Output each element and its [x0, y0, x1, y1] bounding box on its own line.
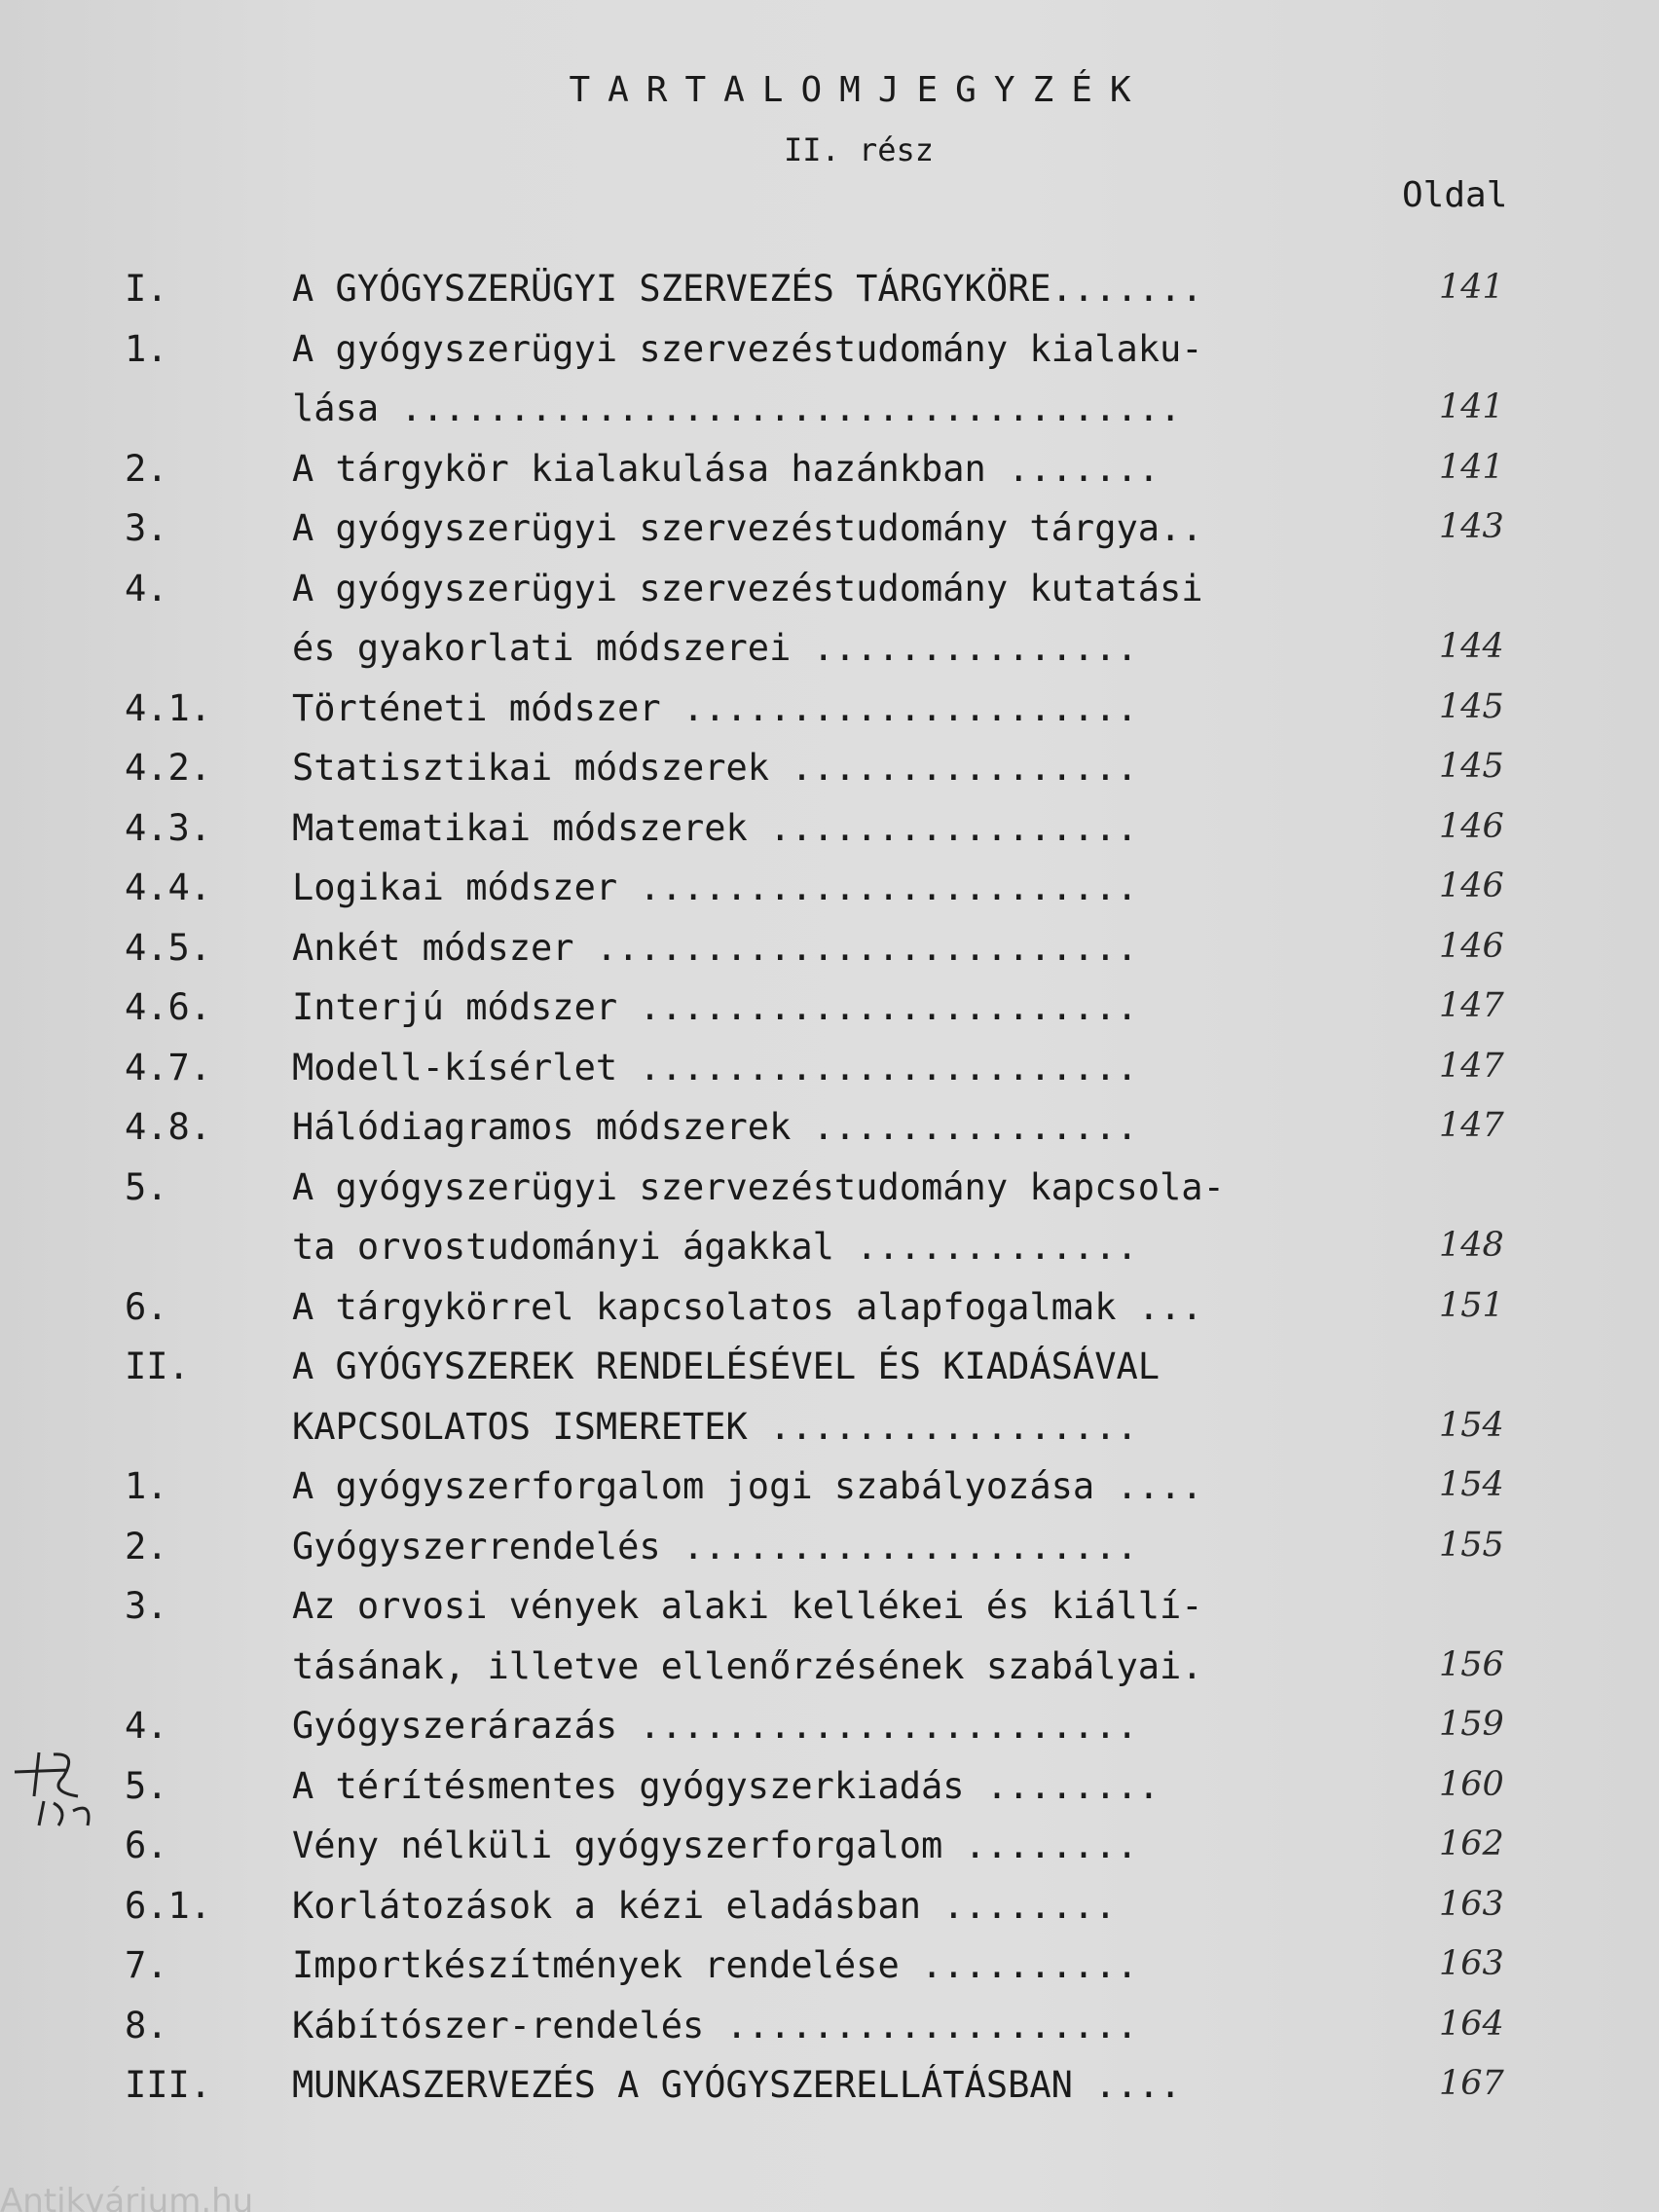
toc-number: 6. [125, 1285, 168, 1328]
toc-number: 8. [125, 2004, 168, 2046]
toc-number: 4.8. [125, 1106, 212, 1148]
toc-page-number: 154 [1439, 1465, 1504, 1504]
toc-number: 4.6. [125, 986, 212, 1028]
toc-number: 5. [125, 1165, 168, 1208]
toc-page-number: 160 [1439, 1764, 1504, 1804]
toc-entry-text: A GYÓGYSZERÜGYI SZERVEZÉS TÁRGYKÖRE....... [292, 268, 1203, 310]
toc-entry-text: MUNKASZERVEZÉS A GYÓGYSZERELLÁTÁSBAN .... [292, 2064, 1182, 2106]
toc-line [0, 1047, 1659, 1105]
toc-entry-text: Hálódiagramos módszerek ............... [292, 1106, 1138, 1148]
toc-page-number: 143 [1439, 507, 1504, 546]
toc-line [0, 1286, 1659, 1345]
handwritten-mark-icon [10, 1743, 136, 1830]
toc-line [0, 1825, 1659, 1883]
watermark: Antikvárium.hu [0, 2185, 254, 2212]
toc-page-number: 141 [1439, 447, 1504, 487]
toc-entry-text: lása .................................... [292, 387, 1182, 429]
toc-entry-text: A gyógyszerügyi szervezéstudomány kutatási [292, 567, 1203, 609]
toc-line [0, 986, 1659, 1045]
toc-number: 1. [125, 1465, 168, 1507]
toc-number: 7. [125, 1944, 168, 1986]
toc-page-number: 146 [1439, 866, 1504, 905]
toc-line [0, 866, 1659, 925]
toc-line [0, 1705, 1659, 1763]
toc-line [0, 2005, 1659, 2063]
toc-entry-text: Gyógyszerárazás ....................... [292, 1705, 1138, 1747]
toc-number: 4.1. [125, 686, 212, 729]
toc-page-number: 145 [1439, 747, 1504, 786]
toc-entry-text: Importkészítmények rendelése .......... [292, 1944, 1138, 1986]
toc-number: 4.4. [125, 866, 212, 908]
toc-number: 4.5. [125, 926, 212, 969]
toc-line [0, 1406, 1659, 1464]
toc-number: 4.3. [125, 806, 212, 849]
toc-line [0, 1944, 1659, 2003]
toc-line [0, 687, 1659, 746]
toc-entry-text: Korlátozások a kézi eladásban ........ [292, 1884, 1117, 1927]
toc-entry-text: Vény nélküli gyógyszerforgalom ........ [292, 1825, 1138, 1866]
toc-entry-text: tásának, illetve ellenőrzésének szabályai. [292, 1644, 1203, 1687]
toc-entry-text: Interjú módszer ....................... [292, 986, 1138, 1028]
toc-entry-text: Történeti módszer ..................... [292, 686, 1138, 729]
toc-number: 4.2. [125, 747, 212, 789]
toc-page-number: 155 [1439, 1525, 1504, 1565]
toc-page-number: 162 [1439, 1825, 1504, 1863]
toc-number: 5. [125, 1764, 168, 1807]
toc-page-number: 146 [1439, 926, 1504, 966]
toc-line [0, 1465, 1659, 1524]
toc-page-number: 163 [1439, 1944, 1504, 1983]
toc-line [0, 1765, 1659, 1824]
toc-number: III. [125, 2064, 212, 2106]
toc-number: 3. [125, 507, 168, 549]
toc-entry-text: ta orvostudományi ágakkal ............. [292, 1226, 1138, 1268]
toc-line [0, 2064, 1659, 2122]
toc-number: 6.1. [125, 1884, 212, 1927]
toc-number: 4. [125, 1705, 168, 1747]
toc-line [0, 1226, 1659, 1284]
toc-entry-text: A GYÓGYSZEREK RENDELÉSÉVEL ÉS KIADÁSÁVAL [292, 1346, 1161, 1387]
toc-line [0, 387, 1659, 446]
toc-line [0, 507, 1659, 566]
toc-entry-text: A gyógyszerügyi szervezéstudomány tárgya.. [292, 507, 1203, 549]
toc-page-number: 147 [1439, 1046, 1504, 1086]
toc-page-number: 156 [1439, 1644, 1504, 1684]
toc-entry-text: Ankét módszer ......................... [292, 926, 1138, 969]
toc-entry-text: Az orvosi vények alaki kellékei és kiállí- [292, 1585, 1203, 1627]
toc-entry-text: Kábítószer-rendelés ................... [292, 2004, 1138, 2046]
toc-number: II. [125, 1346, 190, 1387]
toc-number: 3. [125, 1585, 168, 1627]
toc-line [0, 1585, 1659, 1643]
toc-page-number: 151 [1439, 1285, 1504, 1325]
toc-entry-text: és gyakorlati módszerei ............... [292, 627, 1138, 669]
toc-entry-text: A gyógyszerforgalom jogi szabályozása .... [292, 1465, 1203, 1507]
toc-number: I. [125, 268, 168, 310]
toc-line [0, 927, 1659, 985]
toc-page-number: 164 [1439, 2004, 1504, 2044]
toc-page-number: 146 [1439, 806, 1504, 846]
page-subtitle: II. rész [783, 131, 935, 168]
toc-number: 6. [125, 1825, 168, 1866]
toc-line [0, 568, 1659, 626]
toc-entry-text: Logikai módszer ....................... [292, 866, 1138, 908]
toc-page-number: 163 [1439, 1884, 1504, 1924]
toc-line [0, 1346, 1659, 1404]
toc-page-number: 147 [1439, 1106, 1504, 1145]
toc-page-number: 154 [1439, 1405, 1504, 1445]
toc-line [0, 1106, 1659, 1164]
toc-line [0, 1166, 1659, 1225]
toc-line [0, 268, 1659, 326]
toc-line [0, 1645, 1659, 1704]
toc-entry-text: A tárgykör kialakulása hazánkban ....... [292, 447, 1161, 490]
toc-page-number: 159 [1439, 1705, 1504, 1744]
toc-page-number: 148 [1439, 1226, 1504, 1265]
toc-page-number: 147 [1439, 986, 1504, 1025]
toc-number: 1. [125, 327, 168, 370]
toc-number: 2. [125, 1525, 168, 1567]
toc-entry-text: Matematikai módszerek ................. [292, 806, 1138, 849]
toc-page-number: 145 [1439, 686, 1504, 726]
toc-line [0, 328, 1659, 387]
toc-entry-text: A gyógyszerügyi szervezéstudomány kapcsola- [292, 1165, 1225, 1208]
toc-entry-text: Modell-kísérlet ....................... [292, 1046, 1138, 1088]
toc-line [0, 1526, 1659, 1584]
toc-number: 4.7. [125, 1046, 212, 1088]
toc-page-number: 144 [1439, 627, 1504, 666]
toc-number: 4. [125, 567, 168, 609]
toc-entry-text: A gyógyszerügyi szervezéstudomány kialaku- [292, 327, 1203, 370]
toc-line [0, 627, 1659, 685]
toc-page-number: 141 [1439, 387, 1504, 426]
page-title: TARTALOMJEGYZÉK [569, 70, 1149, 110]
toc-entry-text: Statisztikai módszerek ................ [292, 747, 1138, 789]
toc-page-number: 167 [1439, 2064, 1504, 2103]
toc-line [0, 448, 1659, 506]
toc-entry-text: A tárgykörrel kapcsolatos alapfogalmak ... [292, 1285, 1203, 1328]
toc-number: 2. [125, 447, 168, 490]
page-column-header: Oldal [1402, 175, 1508, 215]
toc-entry-text: A térítésmentes gyógyszerkiadás ........ [292, 1764, 1161, 1807]
toc-line [0, 1885, 1659, 1943]
toc-entry-text: KAPCSOLATOS ISMERETEK ................. [292, 1405, 1138, 1448]
toc-line [0, 807, 1659, 866]
toc-entry-text: Gyógyszerrendelés ..................... [292, 1525, 1138, 1567]
toc-line [0, 747, 1659, 805]
toc-page-number: 141 [1439, 268, 1504, 307]
